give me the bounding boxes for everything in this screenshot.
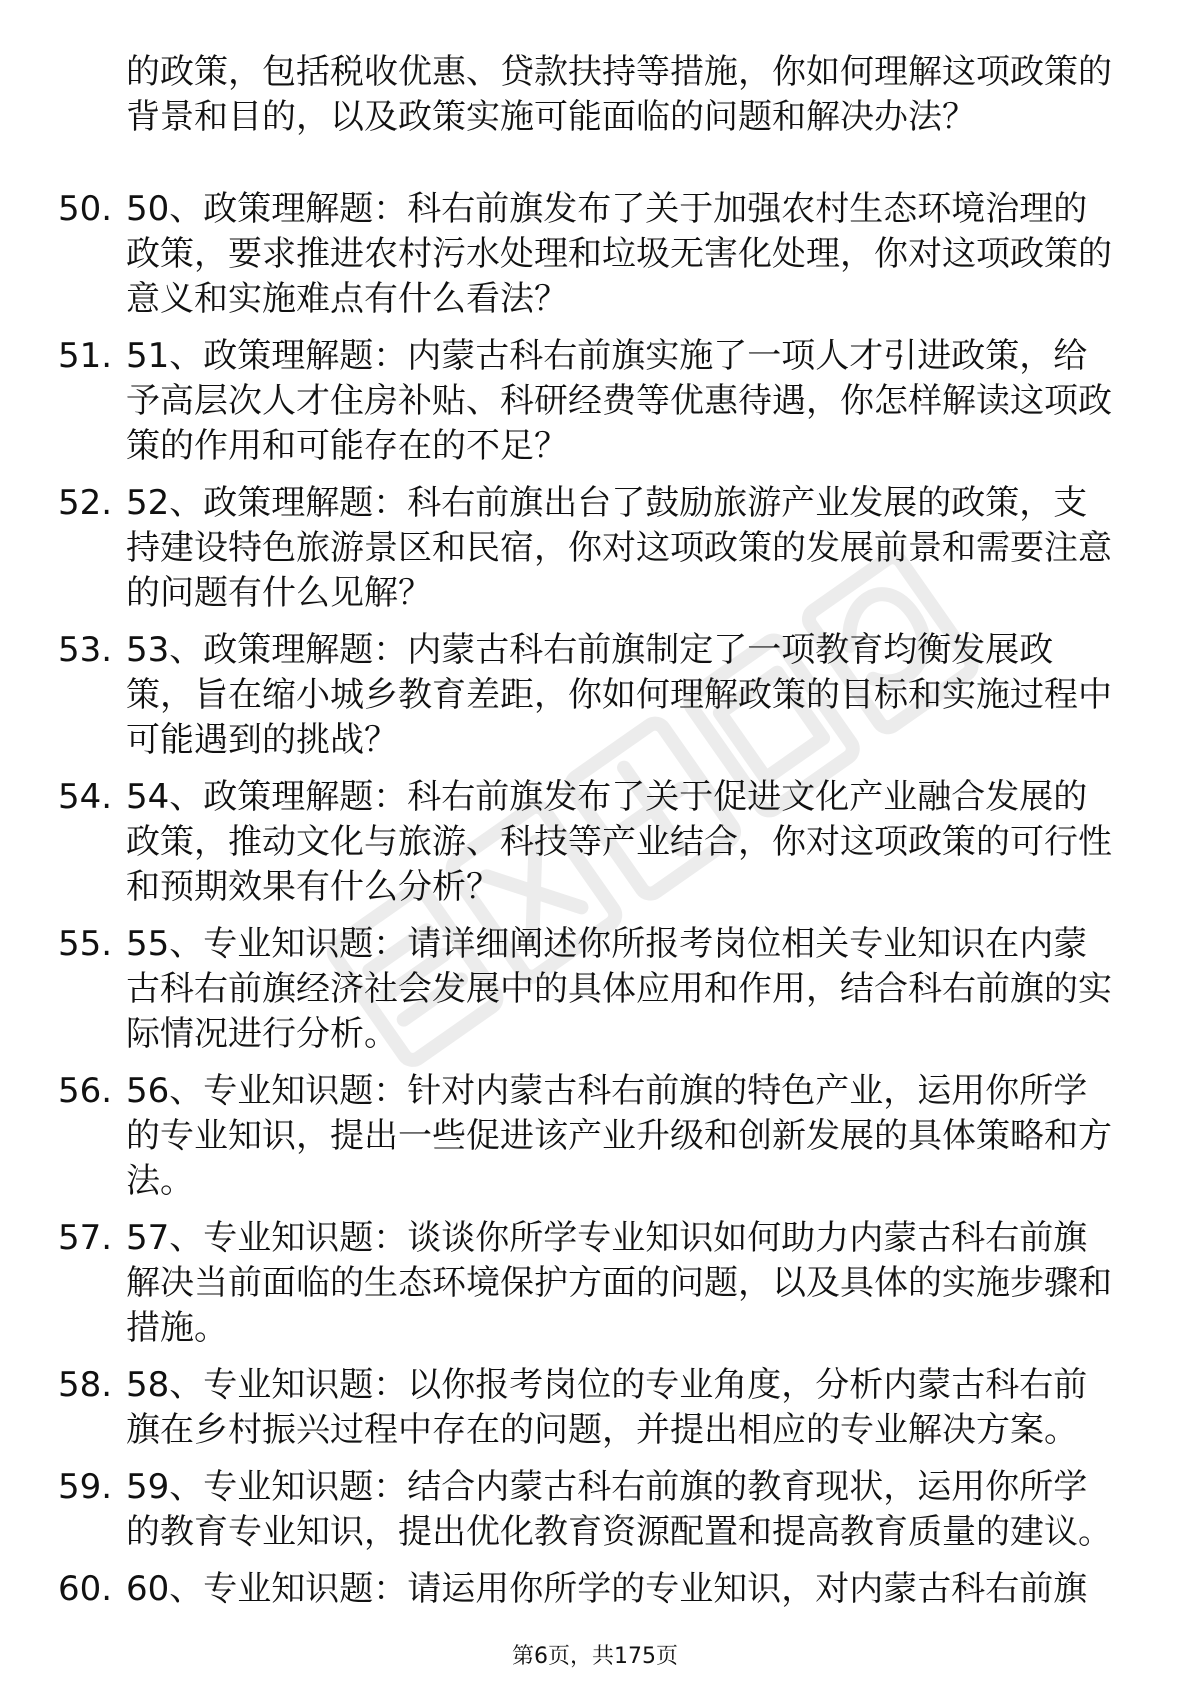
question-text: 52、政策理解题：科右前旗出台了鼓励旅游产业发展的政策，支持建设特色旅游景区和民宿，你对这项政策的发展前景和需要注意的问题有什么见解？ (126, 483, 1112, 613)
list-item (58, 1363, 1118, 1453)
list-item (58, 628, 1118, 763)
question-number: 50. (58, 189, 113, 229)
question-number: 54. (58, 777, 113, 817)
question-text: 58、专业知识题：以你报考岗位的专业角度，分析内蒙古科右前旗在乡村振兴过程中存在的问题，并提出相应的专业解决方案。 (126, 1365, 1088, 1450)
question-number: 58. (58, 1365, 113, 1405)
question-text: 56、专业知识题：针对内蒙古科右前旗的特色产业，运用你所学的专业知识，提出一些促进该产业升级和创新发展的具体策略和方法。 (126, 1071, 1112, 1201)
list-item (58, 1567, 1118, 1612)
list-item (58, 1465, 1118, 1555)
question-number: 51. (58, 336, 113, 376)
question-number: 55. (58, 924, 113, 964)
question-text: 50、政策理解题：科右前旗发布了关于加强农村生态环境治理的政策，要求推进农村污水处理和垃圾无害化处理，你对这项政策的意义和实施难点有什么看法？ (126, 189, 1112, 319)
question-text: 53、政策理解题：内蒙古科右前旗制定了一项教育均衡发展政策，旨在缩小城乡教育差距，你如何理解政策的目标和实施过程中可能遇到的挑战？ (126, 630, 1112, 760)
list-item (58, 334, 1118, 469)
list-item (58, 922, 1118, 1057)
question-number: 53. (58, 630, 113, 670)
question-number: 60. (58, 1569, 113, 1609)
question-number: 59. (58, 1467, 113, 1507)
question-number: 52. (58, 483, 113, 523)
question-text: 54、政策理解题：科右前旗发布了关于促进文化产业融合发展的政策，推动文化与旅游、科技等产业结合，你对这项政策的可行性和预期效果有什么分析？ (126, 777, 1112, 907)
question-text: 60、专业知识题：请运用你所学的专业知识，对内蒙古科右前旗 (126, 1569, 1088, 1609)
question-number: 56. (58, 1071, 113, 1111)
list-item (58, 481, 1118, 616)
question-text: 51、政策理解题：内蒙古科右前旗实施了一项人才引进政策，给予高层次人才住房补贴、科研经费等优惠待遇，你怎样解读这项政策的作用和可能存在的不足？ (126, 336, 1112, 466)
page-number-footer: 第6页，共175页 (512, 1644, 678, 1669)
question-text: 59、专业知识题：结合内蒙古科右前旗的教育现状，运用你所学的教育专业知识，提出优化教育资源配置和提高教育质量的建议。 (126, 1467, 1112, 1552)
list-item (58, 1216, 1118, 1351)
question-list (58, 187, 1118, 1624)
question-number: 57. (58, 1218, 113, 1258)
question-text: 57、专业知识题：谈谈你所学专业知识如何助力内蒙古科右前旗解决当前面临的生态环境保护方面的问题，以及具体的实施步骤和措施。 (126, 1218, 1112, 1348)
list-item (58, 187, 1118, 322)
list-item (58, 1069, 1118, 1204)
list-item (58, 775, 1118, 910)
question-text: 55、专业知识题：请详细阐述你所报考岗位相关专业知识在内蒙古科右前旗经济社会发展中的具体应用和作用，结合科右前旗的实际情况进行分析。 (126, 924, 1112, 1054)
previous-question-continuation: 的政策，包括税收优惠、贷款扶持等措施，你如何理解这项政策的背景和目的，以及政策实施可能面临的问题和解决办法？ (126, 52, 1112, 137)
